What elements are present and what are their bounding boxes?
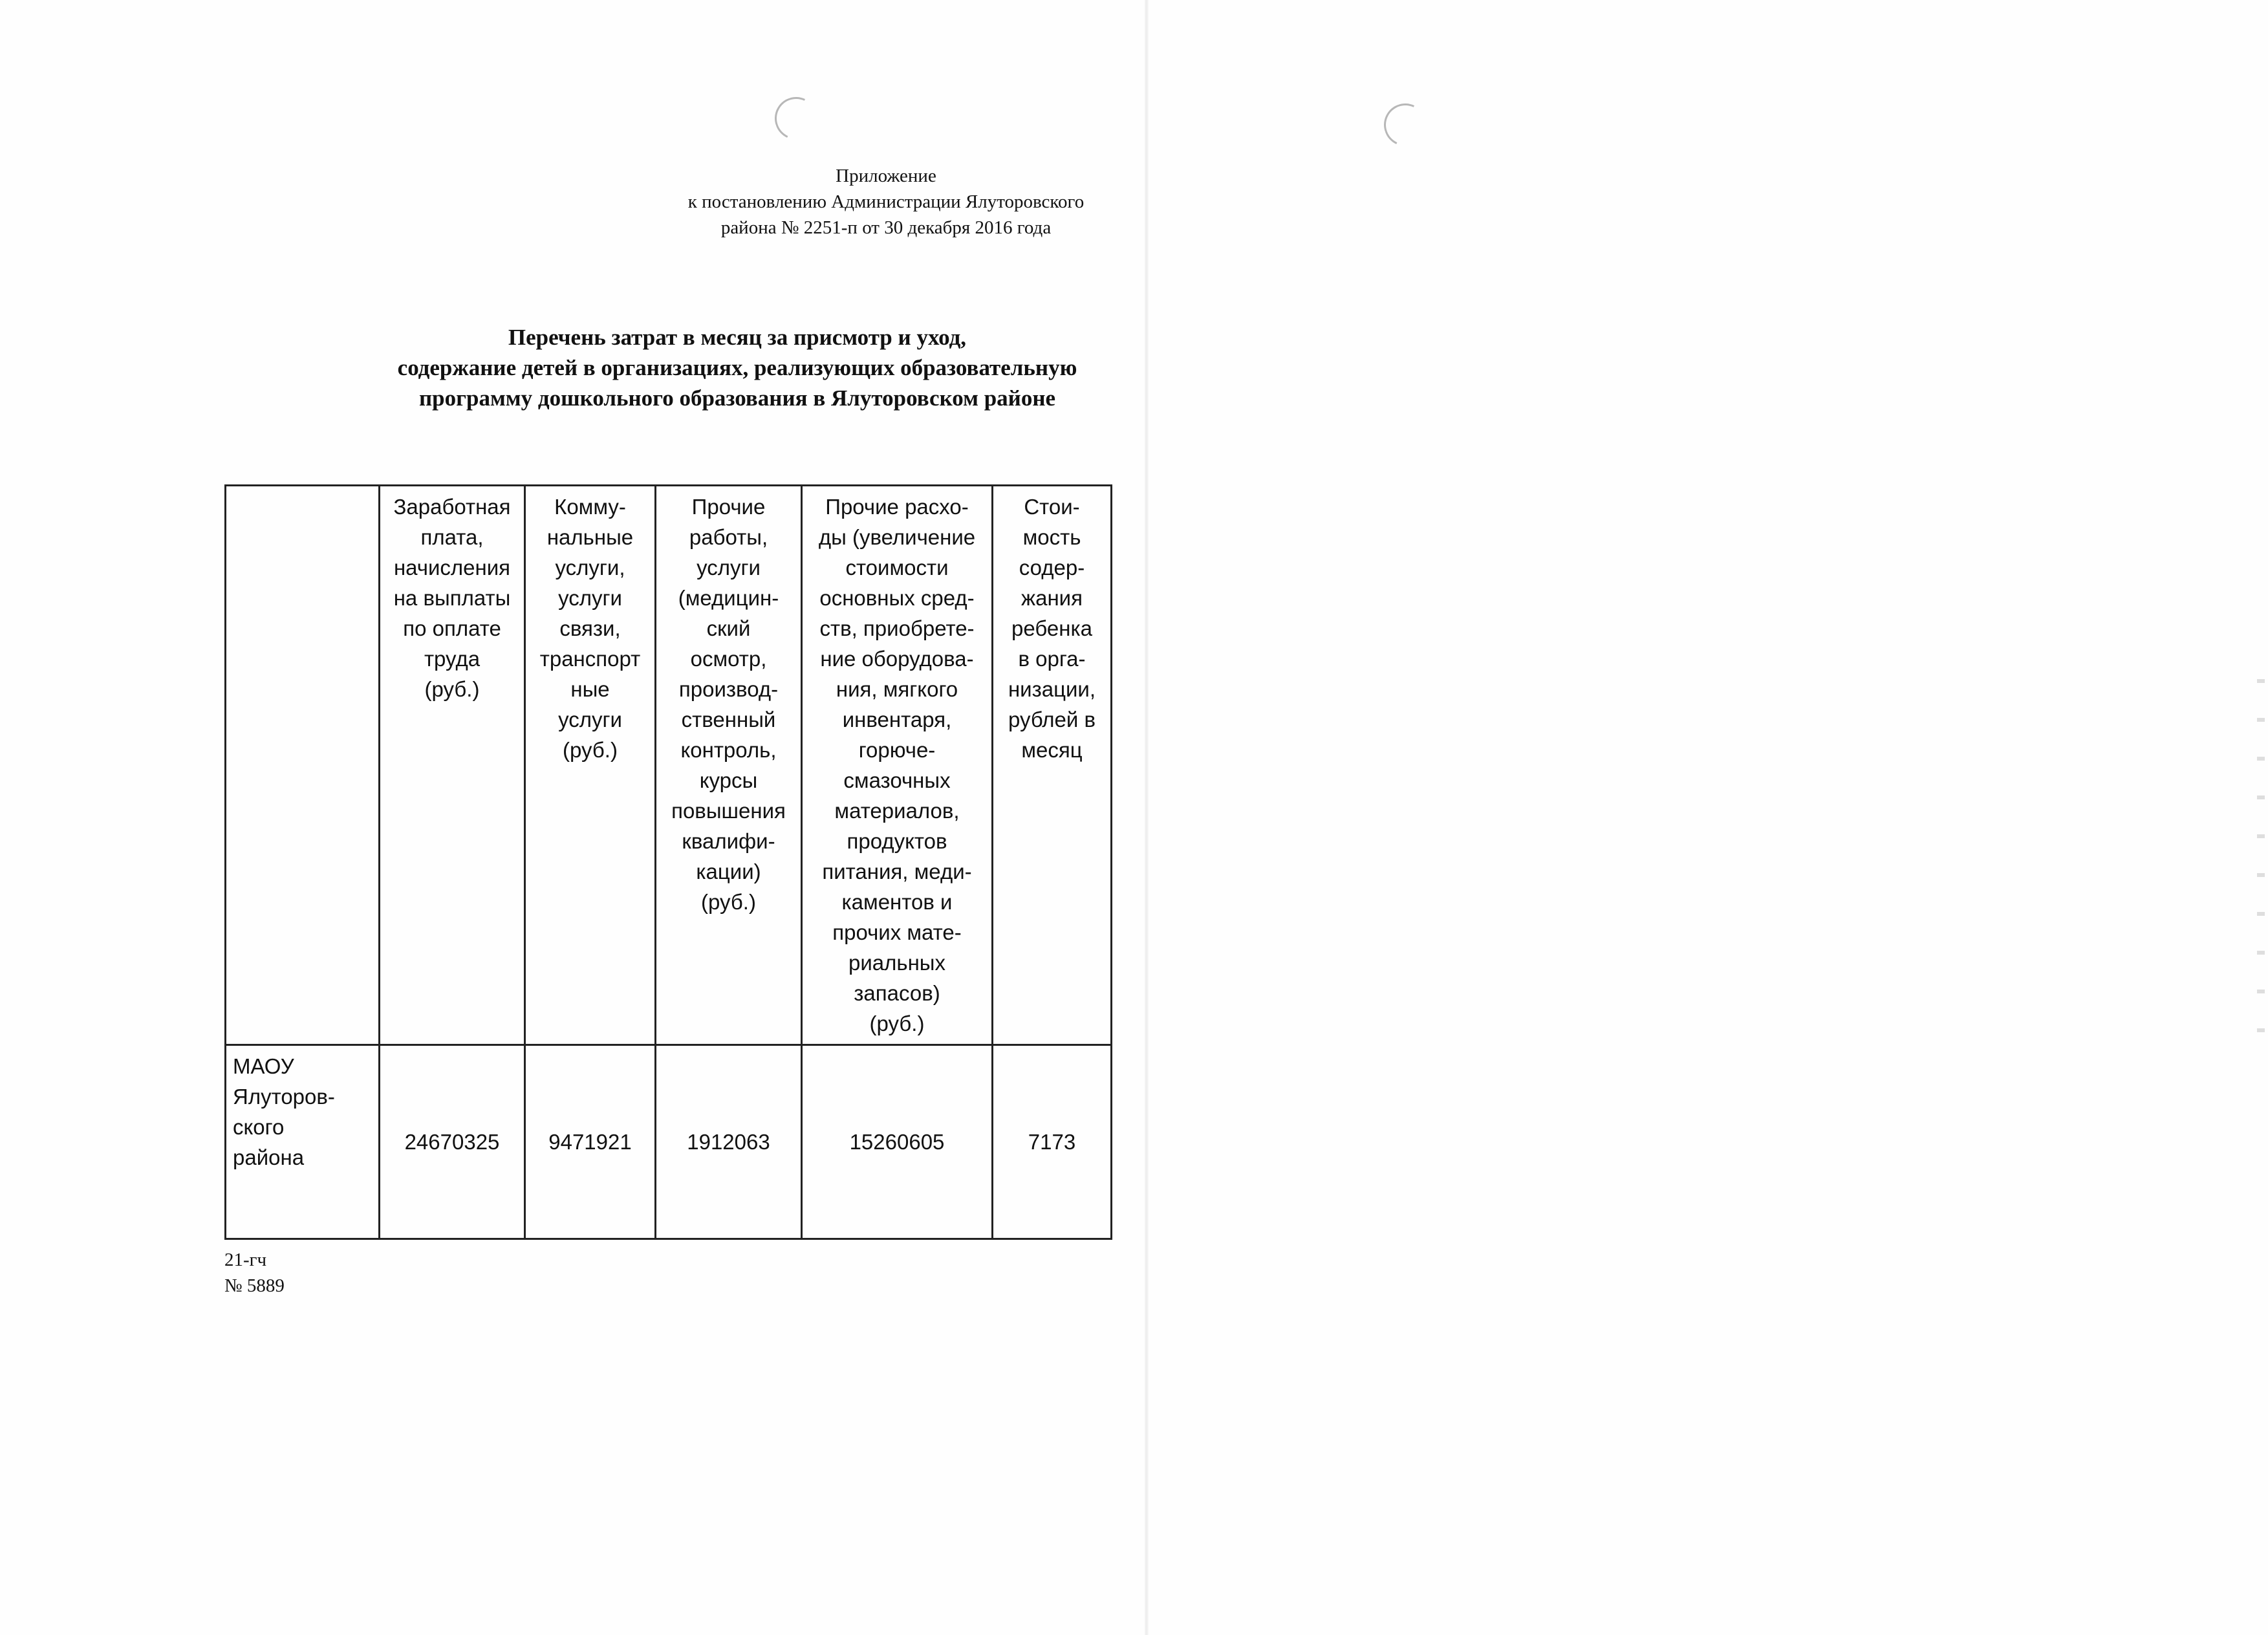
header-utilities: Комму- нальные услуги, услуги связи, транспорт ные услуги (руб.) — [525, 486, 656, 1045]
table-row — [226, 1045, 1112, 1239]
cost-table — [224, 484, 1112, 1240]
appendix-line-3: района № 2251-п от 30 декабря 2016 года — [720, 217, 1052, 238]
table-header-row — [226, 486, 1112, 1045]
punch-hole-mark — [1378, 98, 1433, 153]
cell-organization: МАОУ Ялуторов- ского района — [226, 1045, 380, 1239]
appendix-line-1: Приложение — [836, 166, 936, 186]
header-salary: Заработная плата, начисления на выплаты по оплате труда (руб.) — [380, 486, 525, 1045]
header-cost-per-child: Стои- мость содер- жания ребенка в орга- низации, рублей в месяц — [993, 486, 1112, 1045]
title-line-3: программу дошкольного образования в Ялуторовском районе — [418, 385, 1056, 411]
punch-hole-mark — [769, 91, 824, 146]
title-line-1: Перечень затрат в месяц за присмотр и уход, — [508, 325, 967, 350]
document-title — [246, 322, 1229, 413]
cell-salary: 24670325 — [380, 1045, 525, 1239]
footer-registration — [224, 1247, 285, 1299]
footer-code: 21-гч — [224, 1250, 267, 1270]
scan-edge-marks — [2257, 679, 2265, 1067]
appendix-line-2: к постановлению Администрации Ялуторовского — [687, 191, 1085, 212]
cell-other-expenses: 15260605 — [802, 1045, 993, 1239]
cell-utilities: 9471921 — [525, 1045, 656, 1239]
appendix-note — [601, 163, 1171, 241]
header-organization — [226, 486, 380, 1045]
page-fold — [1145, 0, 1149, 1635]
header-other-expenses: Прочие расхо- ды (увеличение стоимости основных сред- ств, приобрете- ние оборудова- ния, мягкого инвентаря, горюче- смазочных материалов, продуктов питания, меди- каментов и прочих мате- риальных запасов) (руб.) — [802, 486, 993, 1045]
title-line-2: содержание детей в организациях, реализующих образовательную — [397, 355, 1077, 380]
footer-number: № 5889 — [224, 1275, 285, 1296]
cell-cost-per-child: 7173 — [993, 1045, 1112, 1239]
header-other-services: Прочие работы, услуги (медицин- ский осмотр, производ- ственный контроль, курсы повышения квалифи- кации) (руб.) — [656, 486, 802, 1045]
cell-other-services: 1912063 — [656, 1045, 802, 1239]
